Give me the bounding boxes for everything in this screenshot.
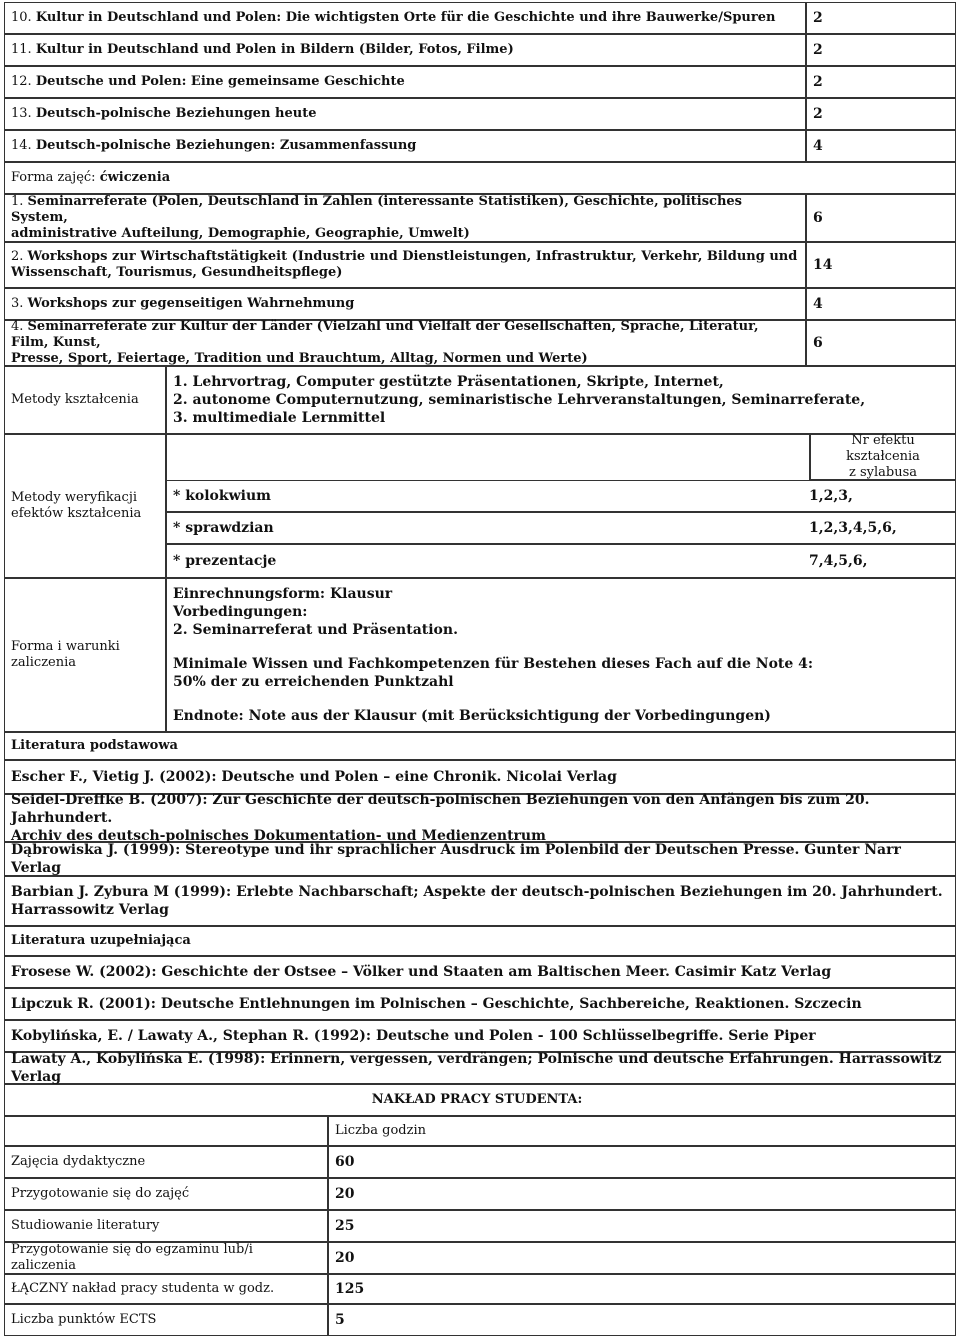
forma-zaliczenia-content: [166, 578, 956, 732]
topic-hours: 14: [806, 242, 956, 288]
naklad-title: NAKŁAD PRACY STUDENTA:: [371, 1092, 583, 1107]
literature-item: [4, 876, 956, 926]
topic-row: [4, 66, 956, 98]
zaliczenia-line: 2. Seminarreferat und Präsentation.: [173, 622, 458, 638]
topic-row: [4, 34, 956, 66]
literature-item: Lawaty A., Kobylińska E. (1998): Erinnern, vergessen, verdrängen; Polnische und deutsche Erfahrungen. Harrassowitz Verlag: [4, 1052, 956, 1084]
verification-item: [166, 480, 956, 512]
literature-row: [4, 1052, 956, 1084]
topic-text-continued: administrative Aufteilung, Demographie, Geographie, Umwelt): [11, 226, 470, 241]
forma-zaliczenia-label-line: zaliczenia: [11, 655, 77, 670]
method-line: 2. autonome Computernutzung, seminaristische Lehrveranstaltungen, Seminarreferate,: [173, 392, 866, 408]
topic-text: Seminarreferate (Polen, Deutschland in Zahlen (interessante Statistiken), Geschichte, politisches System,: [11, 194, 742, 225]
topic-number: 10.: [11, 10, 32, 25]
nr-efektu-header: [810, 434, 956, 480]
verification-method: * kolokwium: [173, 488, 271, 504]
literature-item: Kobylińska, E. / Lawaty A., Stephan R. (1992): Deutsche und Polen - 100 Schlüsselbegriffe. Serie Piper: [4, 1020, 956, 1052]
forma-zaliczenia-row: [4, 578, 956, 732]
forma-zajec-value: ćwiczenia: [99, 170, 171, 185]
forma-zajec-cell: [4, 162, 956, 194]
topic-cell: [4, 130, 806, 162]
naklad-header-spacer: [4, 1116, 328, 1146]
topic-hours: 4: [806, 130, 956, 162]
topic-text: Kultur in Deutschland und Polen in Bildern (Bilder, Fotos, Filme): [35, 42, 514, 57]
naklad-row: [4, 1178, 956, 1210]
forma-zajec-row: [4, 162, 956, 194]
literatura-uzupelniajaca-header-row: [4, 926, 956, 956]
topic-hours: 2: [806, 34, 956, 66]
topic-row: [4, 98, 956, 130]
topic-hours: 2: [806, 66, 956, 98]
naklad-header-row: [4, 1084, 956, 1146]
topic-number: 14.: [11, 138, 32, 153]
literatura-podstawowa-header-row: [4, 732, 956, 760]
topic-text: Workshops zur Wirtschaftstätigkeit (Industrie und Dienstleistungen, Infrastruktur, Verkehr, Bildung und: [27, 249, 798, 264]
verification-label-line: Metody weryfikacji: [11, 490, 138, 505]
forma-zajec-label: Forma zajęć:: [11, 170, 96, 185]
topic-hours: 2: [806, 98, 956, 130]
verification-method: * prezentacje: [173, 553, 277, 569]
naklad-row: [4, 1304, 956, 1336]
literature-row: [4, 1020, 956, 1052]
topic-text-continued: Wissenschaft, Tourismus, Gesundheitspflege): [11, 265, 343, 280]
literature-line: Harrassowitz Verlag: [11, 902, 169, 918]
topic-number: 3.: [11, 296, 24, 311]
exercise-topic-row: [4, 242, 956, 288]
naklad-row: [4, 1242, 956, 1274]
topic-text: Seminarreferate zur Kultur der Länder (Vielzahl und Vielfalt der Gesellschaften, Sprache, Literatur, Film, Kunst,: [11, 319, 759, 350]
literature-row: [4, 956, 956, 988]
topic-hours: 2: [806, 2, 956, 34]
methods-label: Metody kształcenia: [4, 366, 166, 434]
topic-number: 2.: [11, 249, 24, 264]
literatura-podstawowa-label: Literatura podstawowa: [4, 732, 956, 760]
naklad-label: Przygotowanie się do egzaminu lub/i zaliczenia: [4, 1242, 328, 1274]
nr-efektu-header-line: Nr efektu kształcenia: [846, 433, 920, 464]
exercise-topic-cell: [4, 320, 806, 366]
verification-label-line: efektów kształcenia: [11, 506, 142, 521]
naklad-row: [4, 1274, 956, 1304]
topic-row: [4, 130, 956, 162]
literature-line: Archiv des deutsch-polnisches Dokumentation- und Medienzentrum: [11, 828, 546, 844]
literature-item: Escher F., Vietig J. (2002): Deutsche und Polen – eine Chronik. Nicolai Verlag: [4, 760, 956, 794]
literature-item: [4, 794, 956, 842]
literature-row: [4, 760, 956, 794]
naklad-label: Zajęcia dydaktyczne: [4, 1146, 328, 1178]
literature-row: [4, 794, 956, 842]
topic-text: Kultur in Deutschland und Polen: Die wichtigsten Orte für die Geschichte und ihre Bauwerke/Spuren: [35, 10, 776, 25]
topic-hours: 6: [806, 194, 956, 242]
literature-item: Dąbrowiska J. (1999): Stereotype und ihr sprachlicher Ausdruck im Polenbild der Deutschen Presse. Gunter Narr Verlag: [4, 842, 956, 876]
exercise-topic-row: [4, 194, 956, 242]
topic-hours: 4: [806, 288, 956, 320]
verification-label: [4, 434, 166, 578]
naklad-value: 20: [328, 1178, 956, 1210]
verification-effects: 7,4,5,6,: [809, 553, 868, 569]
topic-number: 1.: [11, 194, 24, 209]
exercise-topic-row: [4, 320, 956, 366]
zaliczenia-endnote: Endnote: Note aus der Klausur (mit Berücksichtigung der Vorbedingungen): [173, 708, 771, 724]
naklad-value: 125: [328, 1274, 956, 1304]
verification-header-spacer: [166, 434, 810, 480]
literature-row: [4, 876, 956, 926]
naklad-row: [4, 1146, 956, 1178]
naklad-label: Studiowanie literatury: [4, 1210, 328, 1242]
literature-item: Frosese W. (2002): Geschichte der Ostsee – Völker und Staaten am Baltischen Meer. Casimir Katz Verlag: [4, 956, 956, 988]
literatura-uzupelniajaca-label: Literatura uzupełniająca: [4, 926, 956, 956]
literature-row: [4, 842, 956, 876]
topic-cell: [4, 66, 806, 98]
exercise-topic-cell: [4, 242, 806, 288]
exercise-topic-cell: [4, 194, 806, 242]
topic-row: [4, 2, 956, 34]
zaliczenia-minimum: Minimale Wissen und Fachkompetenzen für Bestehen dieses Fach auf die Note 4:: [173, 656, 814, 672]
zaliczenia-minimum: 50% der zu erreichenden Punktzahl: [173, 674, 454, 690]
topic-text: Deutsch-polnische Beziehungen heute: [35, 106, 317, 121]
verification-row: [4, 434, 956, 578]
zaliczenia-line: Einrechnungsform: Klausur: [173, 586, 393, 602]
naklad-label: Przygotowanie się do zajęć: [4, 1178, 328, 1210]
naklad-value: 5: [328, 1304, 956, 1336]
literature-row: [4, 988, 956, 1020]
topic-text: Workshops zur gegenseitigen Wahrnehmung: [27, 296, 355, 311]
naklad-row: [4, 1210, 956, 1242]
topic-number: 12.: [11, 74, 32, 89]
topic-hours: 6: [806, 320, 956, 366]
naklad-label: ŁĄCZNY nakład pracy studenta w godz.: [4, 1274, 328, 1304]
methods-content: [166, 366, 956, 434]
naklad-value: 25: [328, 1210, 956, 1242]
topic-number: 13.: [11, 106, 32, 121]
literature-line: Seidel-Dreffke B. (2007): Zur Geschichte der deutsch-polnischen Beziehungen von den Anfängen bis zum 20. Jahrhundert.: [11, 792, 870, 826]
exercise-topic-row: [4, 288, 956, 320]
nr-efektu-header-line: z sylabusa: [848, 465, 918, 480]
naklad-title-cell: [4, 1084, 956, 1116]
naklad-label: Liczba punktów ECTS: [4, 1304, 328, 1336]
verification-item: [166, 512, 956, 544]
naklad-value: 20: [328, 1242, 956, 1274]
verification-effects: 1,2,3,: [809, 488, 853, 504]
naklad-value: 60: [328, 1146, 956, 1178]
forma-zaliczenia-label-line: Forma i warunki: [11, 639, 120, 654]
zaliczenia-line: Vorbedingungen:: [173, 604, 308, 620]
literature-line: Barbian J. Zybura M (1999): Erlebte Nachbarschaft; Aspekte der deutsch-polnischen Beziehungen im 20. Jahrhundert.: [11, 884, 943, 900]
methods-row: [4, 366, 956, 434]
verification-effects: 1,2,3,4,5,6,: [809, 520, 897, 536]
forma-zaliczenia-label: [4, 578, 166, 732]
topic-number: 11.: [11, 42, 32, 57]
verification-item: [166, 544, 956, 578]
topic-cell: [4, 34, 806, 66]
naklad-col-header: Liczba godzin: [328, 1116, 956, 1146]
topic-number: 4.: [11, 319, 24, 334]
topic-text-continued: Presse, Sport, Feiertage, Tradition und Brauchtum, Alltag, Normen und Werte): [11, 351, 588, 366]
method-line: 1. Lehrvortrag, Computer gestützte Präsentationen, Skripte, Internet,: [173, 374, 724, 390]
method-line: 3. multimediale Lernmittel: [173, 410, 386, 426]
exercise-topic-cell: [4, 288, 806, 320]
topic-text: Deutsche und Polen: Eine gemeinsame Geschichte: [35, 74, 405, 89]
topic-cell: [4, 98, 806, 130]
verification-method: * sprawdzian: [173, 520, 274, 536]
topic-text: Deutsch-polnische Beziehungen: Zusammenfassung: [35, 138, 417, 153]
topic-cell: [4, 2, 806, 34]
literature-item: Lipczuk R. (2001): Deutsche Entlehnungen im Polnischen – Geschichte, Sachbereiche, Reaktionen. Szczecin: [4, 988, 956, 1020]
